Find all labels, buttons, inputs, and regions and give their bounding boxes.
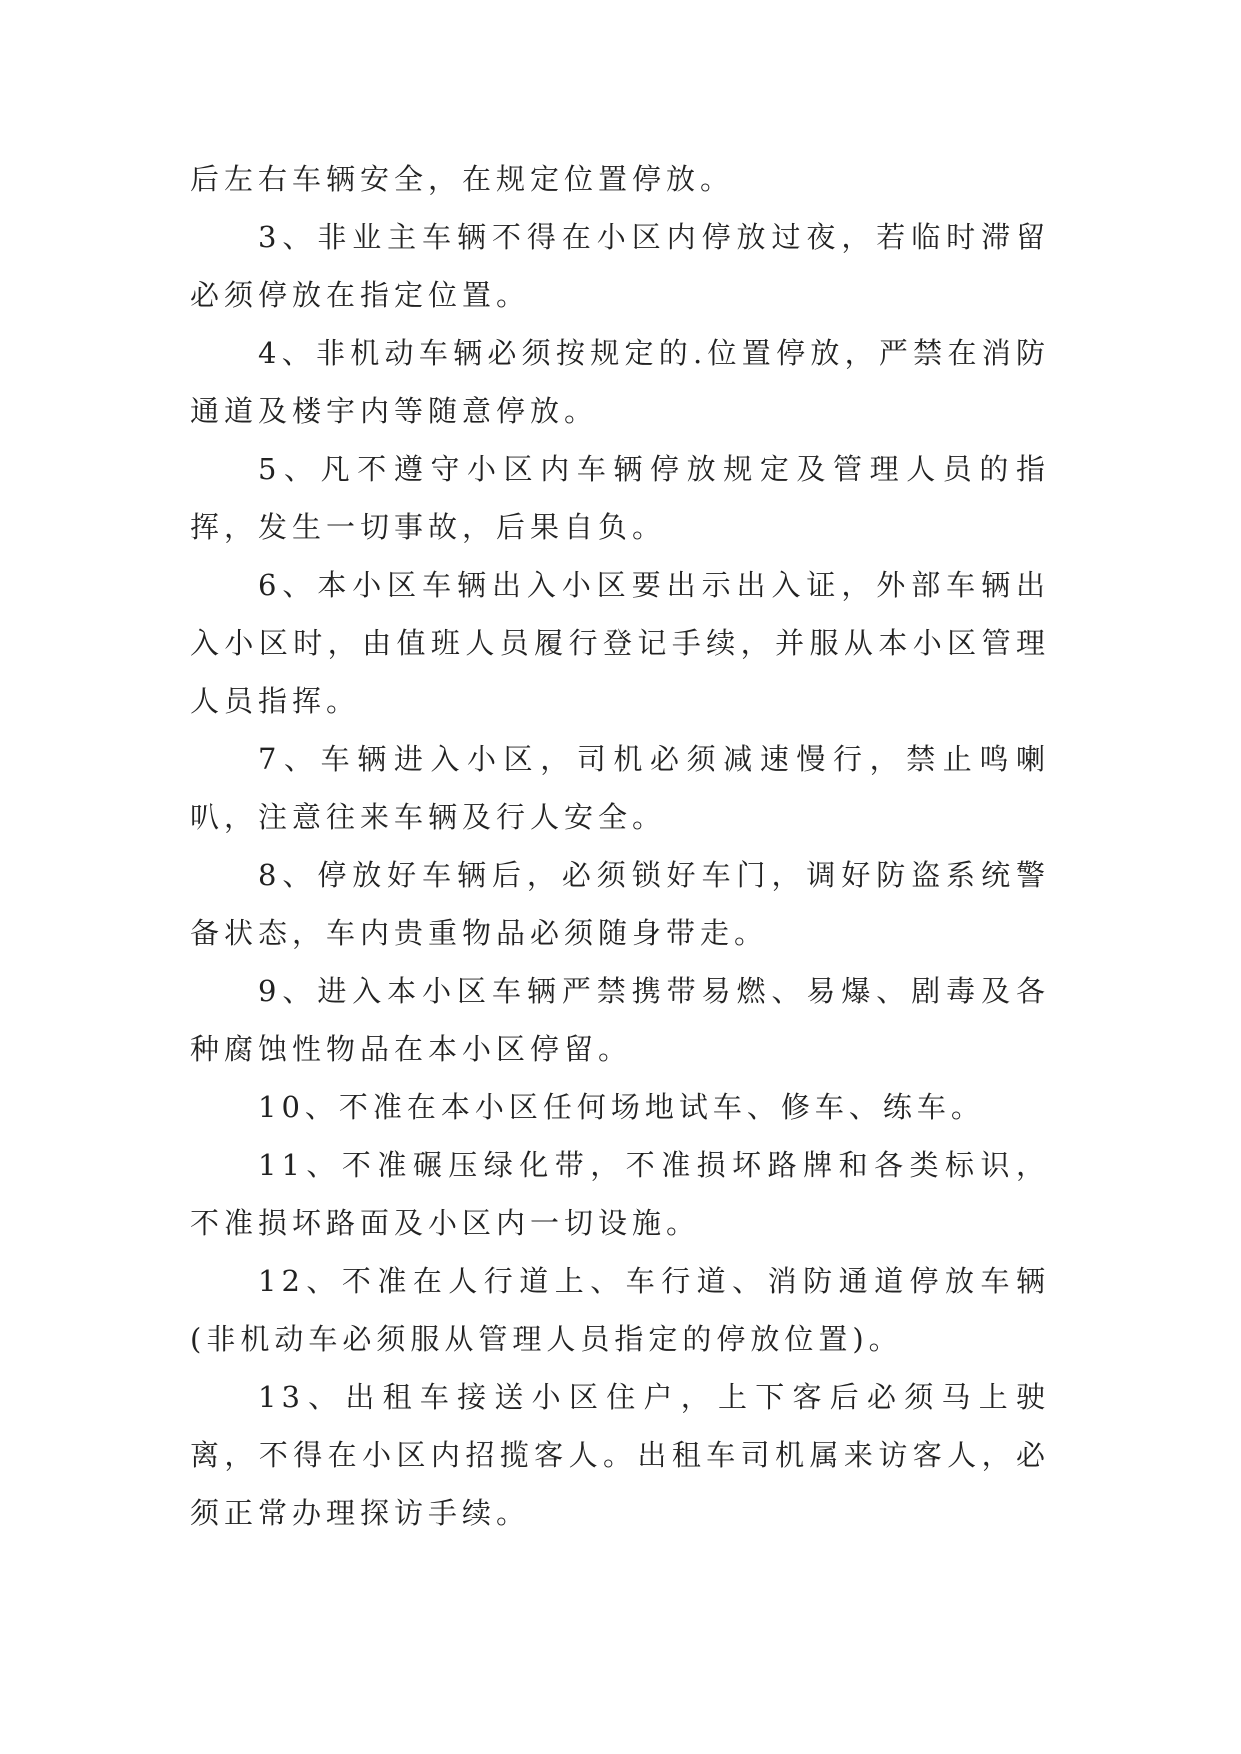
paragraph-rule-13: 13、出租车接送小区住户，上下客后必须马上驶离，不得在小区内招揽客人。出租车司机属来访客人，必须正常办理探访手续。 (190, 1380, 1050, 1530)
paragraph-rule-3: 3、非业主车辆不得在小区内停放过夜，若临时滞留必须停放在指定位置。 (190, 220, 1050, 312)
paragraph-rule-10: 10、不准在本小区任何场地试车、修车、练车。 (258, 1090, 985, 1124)
paragraph-rule-8: 8、停放好车辆后，必须锁好车门，调好防盗系统警备状态，车内贵重物品必须随身带走。 (190, 858, 1050, 950)
paragraph-rule-7: 7、车辆进入小区，司机必须减速慢行，禁止鸣喇叭，注意往来车辆及行人安全。 (190, 742, 1050, 834)
document-body (190, 150, 1050, 1542)
paragraph-rule-6: 6、本小区车辆出入小区要出示出入证，外部车辆出入小区时，由值班人员履行登记手续，并服从本小区管理人员指挥。 (190, 568, 1050, 718)
paragraph-rule-9: 9、进入本小区车辆严禁携带易燃、易爆、剧毒及各种腐蚀性物品在本小区停留。 (190, 974, 1050, 1066)
paragraph-continuation: 后左右车辆安全，在规定位置停放。 (190, 162, 735, 196)
paragraph-rule-12: 12、不准在人行道上、车行道、消防通道停放车辆(非机动车必须服从管理人员指定的停放位置)。 (190, 1264, 1050, 1356)
paragraph-rule-5: 5、凡不遵守小区内车辆停放规定及管理人员的指挥，发生一切事故，后果自负。 (190, 452, 1050, 544)
paragraph-rule-11: 11、不准碾压绿化带，不准损坏路牌和各类标识，不准损坏路面及小区内一切设施。 (190, 1148, 1050, 1240)
paragraph-rule-4: 4、非机动车辆必须按规定的.位置停放，严禁在消防通道及楼宇内等随意停放。 (190, 336, 1050, 428)
